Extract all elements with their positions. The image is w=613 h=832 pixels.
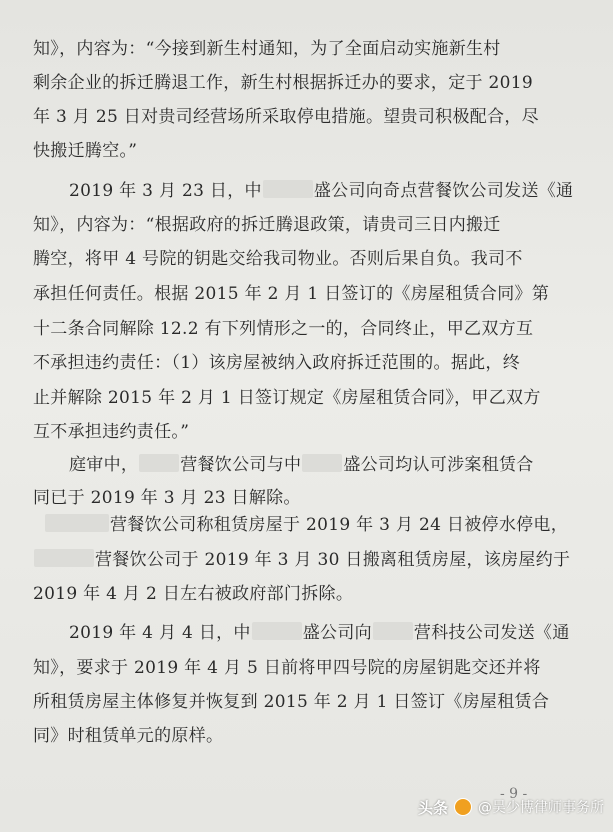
watermark-author: @吴少博律师事务所 (478, 800, 605, 816)
text-line: 快搬迁腾空。” (33, 141, 138, 161)
text-line: 年 3 月 25 日对贵司经营场所采取停电措施。望贵司积极配合，尽 (33, 107, 539, 127)
redaction-mark (45, 514, 109, 532)
text-line: 2019 年 4 月 2 日左右被政府部门拆除。 (33, 584, 354, 604)
text-segment: 营餐饮公司称租赁房屋于 2019 年 3 月 24 日被停水停电， (110, 515, 569, 535)
author-avatar-icon (454, 798, 472, 816)
text-line: 知》，内容为：“根据政府的拆迁腾退政策，请贵司三日内搬迁 (33, 215, 501, 235)
text-line: 同》时租赁单元的原样。 (33, 726, 224, 746)
text-segment: 2019 年 3 月 23 日，中 (69, 181, 262, 201)
text-line: 知》，内容为：“今接到新生村通知，为了全面启动实施新生村 (33, 39, 501, 59)
text-line: 不承担违约责任：（1）该房屋被纳入政府拆迁范围的。据此，终 (33, 353, 521, 373)
text-line (69, 620, 570, 646)
redaction-mark (373, 622, 413, 640)
text-line: 十二条合同解除 12.2 有下列情形之一的，合同终止，甲乙双方互 (33, 319, 534, 339)
text-line: 剩余企业的拆迁腾退工作，新生村根据拆迁办的要求，定于 2019 (33, 73, 533, 93)
redaction-mark (302, 454, 342, 472)
text-line: 承担任何责任。根据 2015 年 2 月 1 日签订的《房屋租赁合同》第 (33, 284, 550, 304)
text-line (69, 452, 534, 478)
text-segment: 盛公司向 (302, 623, 372, 643)
text-segment: 营科技公司发送《通 (413, 623, 570, 643)
redaction-mark (263, 180, 313, 198)
text-segment: 庭审中， (69, 455, 139, 475)
redaction-mark (34, 549, 94, 567)
redaction-mark (139, 454, 179, 472)
watermark (418, 795, 604, 819)
text-line: 互不承担违约责任。” (33, 422, 190, 442)
watermark-brand: 头条 (418, 798, 449, 817)
text-line: 同已于 2019 年 3 月 23 日解除。 (33, 488, 301, 508)
text-segment: 盛公司均认可涉案租赁合 (343, 455, 534, 475)
text-line: 知》，要求于 2019 年 4 月 5 日前将甲四号院的房屋钥匙交还并将 (33, 658, 541, 678)
text-segment: 2019 年 4 月 4 日，中 (69, 623, 251, 643)
redaction-mark (252, 622, 302, 640)
text-line: 所租赁房屋主体修复并恢复到 2015 年 2 月 1 日签订《房屋租赁合 (33, 692, 550, 712)
text-line: 腾空，将甲 4 号院的钥匙交给我司物业。否则后果自负。我司不 (33, 249, 523, 269)
text-segment: 营餐饮公司于 2019 年 3 月 30 日搬离租赁房屋，该房屋约于 (95, 550, 571, 570)
text-line (44, 512, 568, 538)
text-line (33, 547, 570, 573)
text-line: 止并解除 2015 年 2 月 1 日签订规定《房屋租赁合同》，甲乙双方 (33, 388, 541, 408)
page-number: - 9 - (500, 786, 528, 802)
text-segment: 盛公司向奇点营餐饮公司发送《通 (313, 181, 574, 201)
text-line (69, 178, 573, 204)
text-segment: 营餐饮公司与中 (180, 455, 302, 475)
